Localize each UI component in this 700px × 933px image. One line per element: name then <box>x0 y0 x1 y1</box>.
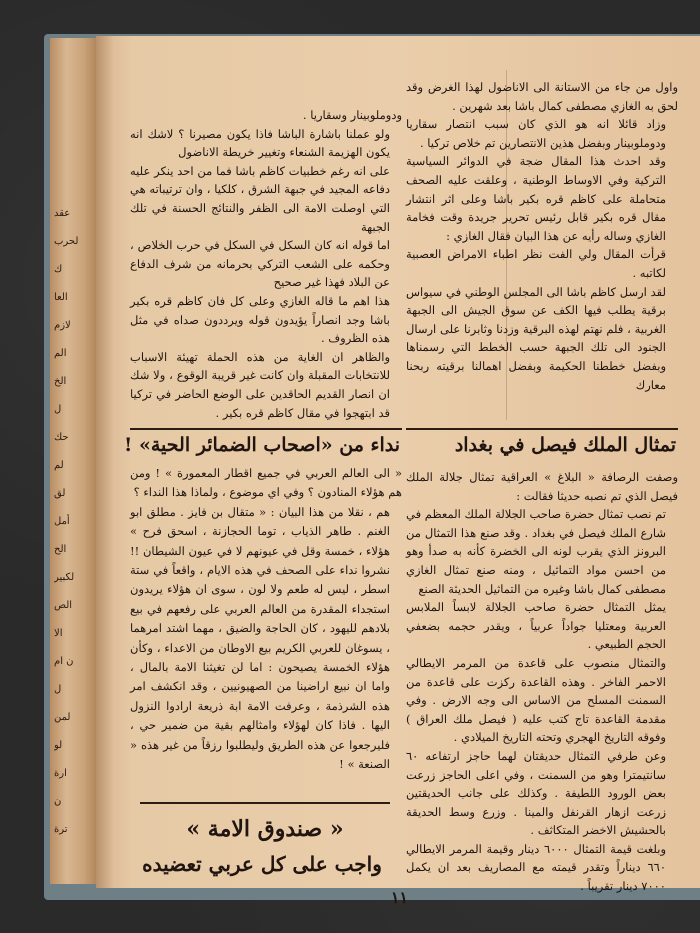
article-continuation-left-column <box>130 106 402 422</box>
edge-fragment: ن <box>54 796 62 807</box>
paragraph: قرأت المقال ولي الفت نظر اطباء الامراض العصبية لكاتبه . <box>406 247 666 280</box>
paragraph: لقد ارسل كاظم باشا الى المجلس الوطني في سيواس برقية يطلب فيها الكف عن سوق الجيش الى الجبهة الغربية ، فلم نهتم لهذه البرقية وزدنا وثابرنا على ارسال الجنود الى تلك الجبهة حسب الخطط التي رسمناها وبفضل خططنا الحكيمة وبفضل اهمالنا برقيته ربحنا معارك <box>406 284 666 392</box>
paragraph: هذا اهم ما قاله الغازي وعلى كل فان كاظم قره بكير باشا وجد انصاراً يؤيدون قوله ويرددون صداه في مثل هذه الظروف . <box>130 293 390 346</box>
paragraph: اما قوله انه كان السكل في السكل في حرب الخلاص ، وحكمه على الشعب التركي بحرمانه من شرف الدفاع عن البلاد فهذا غير صحيح <box>130 238 390 290</box>
edge-fragment: الا <box>54 628 63 639</box>
paragraph: وقد احدث هذا المقال ضجة في الدوائر السياسية التركية وفي الاوساط الوطنية ، وعلقت عليه الصحف متحاملة على كاظم قره بكير باشا وعلى اثر انتشار مقال قره بكير قابل رئيس تحرير جريدة وقت فخامة الغازي وساله رأيه عن هذا البيان فقال الغازي : <box>406 154 666 243</box>
edge-fragment: لكبير <box>54 572 75 583</box>
edge-fragment: ارة <box>54 768 67 779</box>
paragraph: وزاد قائلا انه هو الذي كان سبب انتصار سقاريا ودوملوبينار وبفضل هذين الانتصارين تم خلاص تركيا . <box>406 117 666 150</box>
edge-fragment: لحرب <box>54 236 79 247</box>
page-stain <box>96 36 114 888</box>
faisal-statue-article <box>406 468 678 896</box>
edge-fragment: حك <box>54 432 69 443</box>
paragraph: هم ، نقلا من هذا البيان : « متقال بن فايز . مطلق ابو الغنم . طاهر الذياب ، توما الحجازنة ، اسحق فرح » هؤلاء ، خمسة وقل في عيونهم لا في عيون الشيطان !! نشروا نداء على الصحف في هذه الايام ، واقعاً في ستة اسطر ، ليس له طعم ولا لون ، سوى ان هؤلاء يريدون استجداء المقدرة من العالم العربي على رفعهم في بيع بلادهم لليهود ، كان الحاجة والضيق ، مهما اشتد امرهما ، يسوغان للعربي الكريم بيع الاوطان من الاعداء ، وكأن هؤلاء الخمسة يصيحون : اما لن تغيثنا الامة بالمال ، واما ان نبيع اراضينا من الصهيونيين ، وقد انكشف امر هذه الشرذمة ، وعرفت الامة ابة ذريعة ارادوا النزول اليها . فاذا كان لهؤلاء وامثالهم بقية من ضمير حي ، فليرجعوا عن هذه الطريق وليطلبوا رزقاً من غير هذه « الصنعة » ! <box>130 504 390 772</box>
paragraph: والتمثال منصوب على قاعدة من المرمر الايطالي الاحمر الفاخر . وهذه القاعدة ركزت على قاعدة من السمنت المسلح من الاساس الى وجه الارض . وفي مقدمة القاعدة تاج كتب عليه ( فيصل ملك العراق ) وفوقه التاريخ الهجري وتحته التاريخ الميلادي . <box>406 655 666 745</box>
appeal-article <box>130 464 402 775</box>
paragraph: تم نصب تمثال حضرة صاحب الجلالة الملك المعظم في شارع الملك فيصل في بغداد . وقد صنع هذا التمثال من البرونز الذي يقرب لونه الى الخضرة كأنه به صدأ وهو من احسن مواد التماثيل ، ومنه صنع تمثال الغازي مصطفى كمال باشا وغيره من التماثيل الحديثة الصنع <box>406 507 666 596</box>
edge-fragment: ترة <box>54 824 68 835</box>
section-rule-right <box>406 428 678 430</box>
paragraph: ولو عملنا باشارة الباشا فاذا يكون مصيرنا ؟ لاشك انه يكون الهزيمة الشنعاء وتغيير خريطة الاناضول <box>130 126 390 160</box>
article-continuation-right-column <box>406 78 678 394</box>
paragraph: يمثل التمثال حضرة صاحب الجلالة لابساً الملابس العربية ومعتليا جواداً عربياً ، ويقدر حجمه بضعفي الحجم الطبيعي . <box>406 600 666 652</box>
heading-appeal: نداء من «اصحاب الضمائر الحية» ! <box>124 434 400 456</box>
edge-fragment: لازم <box>54 320 71 331</box>
section-rule-left <box>130 428 402 430</box>
edge-fragment: العا <box>54 292 68 303</box>
edge-fragment: عقد <box>54 208 71 219</box>
magazine-page <box>96 36 700 907</box>
nation-fund-subtitle: واجب على كل عربي تعضيده <box>142 852 382 876</box>
edge-fragment: لم <box>54 460 64 471</box>
edge-fragment: الح <box>54 544 67 555</box>
edge-fragment: ل <box>54 684 62 695</box>
facing-page-text-fragments <box>54 200 94 840</box>
paragraph: واول من جاء من الاستانة الى الاناضول لهذا الغرض وقد لحق به الغازي مصطفى كمال باشا بعد شهرين . <box>406 80 678 113</box>
edge-fragment: الم <box>54 348 67 359</box>
paragraph: وبلغت قيمة التمثال ٦٠٠٠ دينار وقيمة المرمر الايطالي ٦٦٠ ديناراً وتقدر قيمته مع المصاريف بعد ان يكمل ٧٠٠٠ دينار تقريباً . <box>406 841 666 894</box>
paragraph: ودوملوبينار وسقاريا . <box>302 108 402 122</box>
edge-fragment: ك <box>54 264 63 275</box>
nation-fund-title: « صندوق الامة » <box>186 816 344 842</box>
heading-faisal-statue: تمثال الملك فيصل في بغداد <box>454 434 676 456</box>
edge-fragment: أمل <box>54 516 70 527</box>
edge-fragment: لمن <box>54 712 71 723</box>
edge-fragment: ن ام <box>54 656 74 667</box>
box-rule <box>140 802 390 804</box>
edge-fragment: لق <box>54 488 66 499</box>
page-number: ١١ <box>390 888 408 907</box>
edge-fragment: الص <box>54 600 73 611</box>
edge-fragment: لو <box>54 740 63 751</box>
edge-fragment: الخ <box>54 376 67 387</box>
paragraph: والظاهر ان الغاية من هذه الحملة تهيئة الاسباب للانتخابات المقبلة وان كانت غير قريبة الوقوع ، ولا شك ان انصار القديم الحاقدين على الوضع الحاضر في تركيا قد ابتهجوا في مقال كاظم قره بكير . <box>130 349 390 420</box>
paragraph: وصفت الرصافة « البلاغ » العراقية تمثال جلالة الملك فيصل الذي تم نصبه حديثا فقالت : <box>406 470 678 503</box>
paragraph: وعن طرفي التمثال حديقتان لهما حاجز ارتفاعه ٦٠ سانتيمترا وهو من السمنت ، وفي اعلى الحاجز زرعت بعض الورود اللطيفة . وكذلك على جانب الحديقتين زرعت ازهار القرنفل والمينا . وزرع وسط الحديقة بالحشيش الاخضر المتكاثف . <box>406 748 666 838</box>
paragraph: على انه رغم خطبيات كاظم باشا فما من احد ينكر عليه دفاعه المجيد في جبهة الشرق ، كلكيا ، وان ترتيباته هي التي اوصلت الامة الى الظفر والنتائج الحسنة في تلك الجبهة <box>130 163 390 234</box>
edge-fragment: ل <box>54 404 62 415</box>
paragraph: « الى العالم العربي في جميع اقطار المعمورة » ! ومن هم هؤلاء المنادون ؟ وفي اي موضوع ، ولماذا هذا النداء ؟ <box>130 466 402 500</box>
